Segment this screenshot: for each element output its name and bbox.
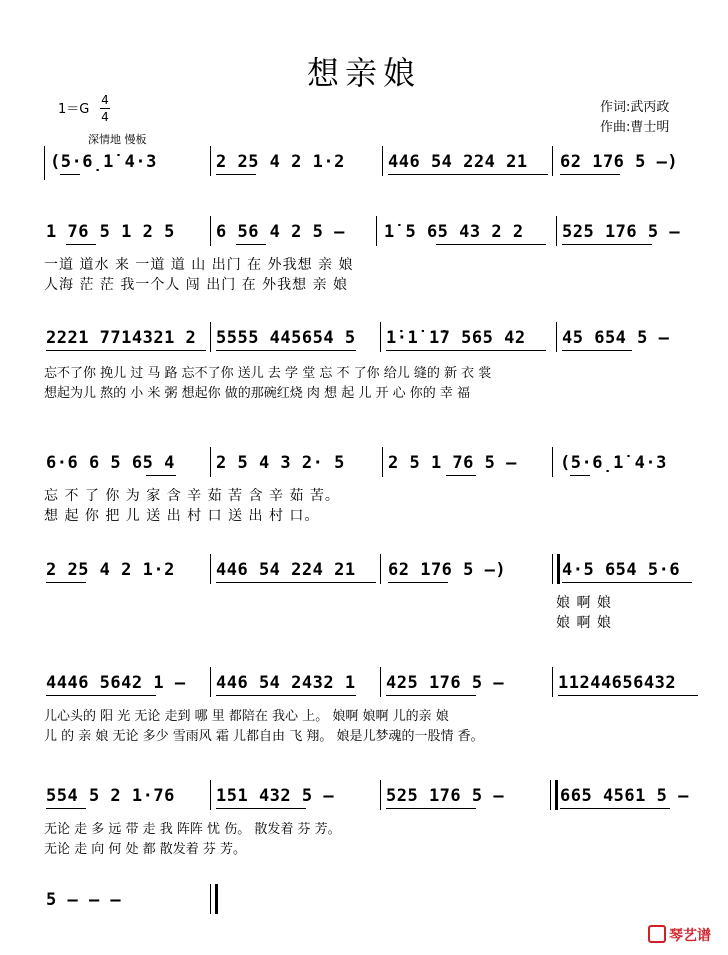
lyric-verse-1: 忘 不 了 你 为 家 含 辛 茹 苦 含 辛 茹 苦。: [44, 488, 340, 504]
measure: 5 – – –: [46, 890, 122, 910]
measure: 446 54 2432 1: [216, 673, 356, 693]
lyric-verse-1: 忘不了你 挽儿 过 马 路 忘不了你 送儿 去 学 堂 忘 不 了你 给儿 缝的 新 衣 裳: [44, 366, 492, 381]
score-system-2: [0, 222, 728, 292]
score-system-8: [0, 890, 728, 920]
measure: 151 432 5 –: [216, 786, 335, 806]
measure: 5555 445654 5: [216, 328, 356, 348]
score-system-7: [0, 786, 728, 856]
measure: 2 5 4 3 2· 5: [216, 453, 345, 473]
score-system-5: [0, 560, 728, 630]
measure: 1̇·1̇ 1̇7 565 42: [386, 328, 526, 348]
tempo-marking: 深情地 慢板: [88, 133, 147, 146]
measure: 425 176 5 –: [386, 673, 505, 693]
composer: 作曲:曹士明: [600, 120, 670, 135]
measure: 6 56 4 2 5 –: [216, 222, 345, 242]
measure: 665 4561 5 –: [560, 786, 689, 806]
measure: 62 176 5 –): [388, 560, 507, 580]
measure: 2221 7714321 2: [46, 328, 197, 348]
measure: 525 176 5 –: [386, 786, 505, 806]
measure: 11244656432: [558, 673, 677, 693]
measure: 446 54 224 21: [388, 152, 528, 172]
score-system-6: [0, 673, 728, 743]
song-title: 想亲娘: [306, 54, 421, 92]
score-system-3: [0, 328, 728, 401]
measure: (5·6̣1̇ 4·3: [560, 453, 667, 473]
measure: 554 5 2 1·76: [46, 786, 175, 806]
measure: 2 25 4 2 1·2: [46, 560, 175, 580]
measure: 525 176 5 –: [562, 222, 681, 242]
lyric-verse-1: 一道 道水 来 一道 道 山 出门 在 外我想 亲 娘: [44, 257, 354, 273]
measure: 1̇ 5 65 43 2 2: [384, 222, 524, 242]
lyric-verse-2: 娘 啊 娘: [556, 615, 612, 631]
lyric-verse-1: 娘 啊 娘: [556, 595, 612, 611]
measure: 446 54 224 21: [216, 560, 356, 580]
measure: 1 76 5 1 2 5: [46, 222, 175, 242]
measure: 6·6 6 5 65 4: [46, 453, 175, 473]
measure: 2 25 4 2 1·2: [216, 152, 345, 172]
lyric-verse-2: 想 起 你 把 儿 送 出 村 口 送 出 村 口。: [44, 508, 320, 524]
score-system-1: [0, 152, 728, 192]
watermark-logo: [648, 925, 711, 945]
lyric-verse-1: 儿心头的 阳 光 无论 走到 哪 里 都陪在 我心 上。 娘啊 娘啊 儿的亲 娘: [44, 709, 449, 724]
key-signature: 1＝G: [58, 102, 90, 117]
lyric-verse-2: 儿 的 亲 娘 无论 多少 雪雨风 霜 儿都自由 飞 翔。 娘是儿梦魂的一股情 香。: [44, 729, 484, 744]
meter-bottom: 4: [101, 110, 109, 124]
lyric-verse-2: 无论 走 向 何 处 都 散发着 芬 芳。: [44, 842, 247, 857]
meter-top: 4: [101, 93, 109, 107]
measure: 45 654 5 –: [562, 328, 670, 348]
measure: 62 176 5 –): [560, 152, 679, 172]
score-system-4: [0, 453, 728, 523]
measure: 2 5 1 76 5 –: [388, 453, 517, 473]
time-signature: [100, 92, 110, 125]
measure: 4446 5642 1 –: [46, 673, 186, 693]
lyric-verse-2: 想起为儿 熬的 小 米 粥 想起你 做的那碗红烧 肉 想 起 儿 开 心 你的 幸 福: [44, 386, 470, 401]
logo-icon: [648, 925, 666, 943]
measure: (5·6̣1̇ 4·3: [50, 152, 157, 172]
lyricist: 作词:武丙政: [600, 100, 670, 115]
lyric-verse-1: 无论 走 多 远 带 走 我 阵阵 忧 伤。 散发着 芬 芳。: [44, 822, 341, 837]
watermark-text: 琴艺谱: [669, 928, 711, 944]
measure: 4·5 654 5·6: [562, 560, 681, 580]
credits: [600, 98, 669, 138]
lyric-verse-2: 人海 茫 茫 我一个人 闯 出门 在 外我想 亲 娘: [44, 277, 349, 293]
